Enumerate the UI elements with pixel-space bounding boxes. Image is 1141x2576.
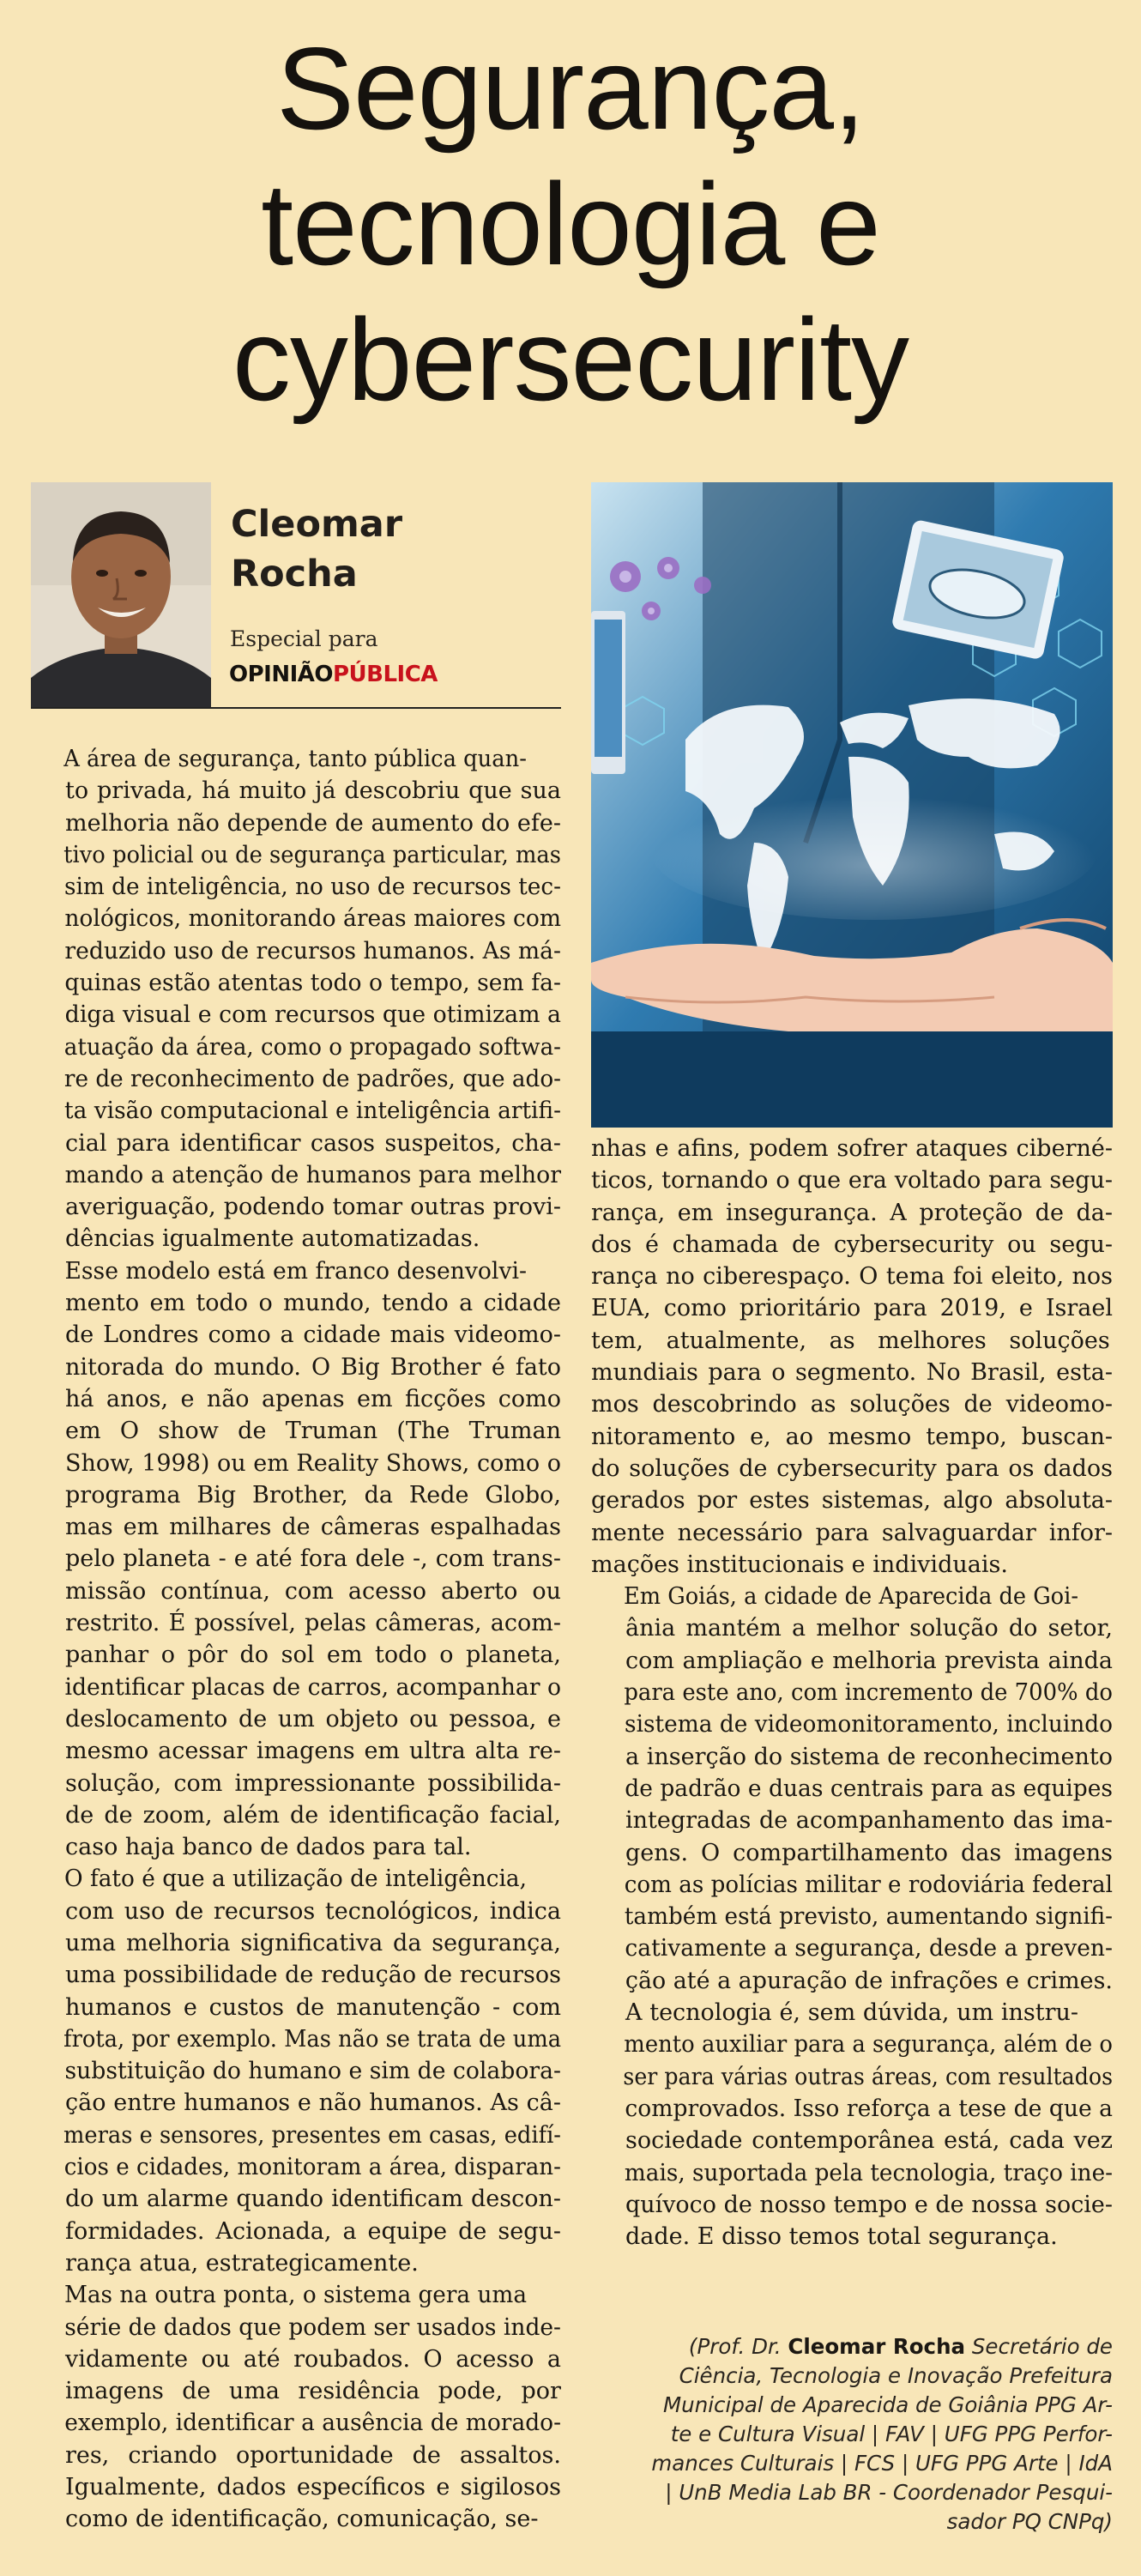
article-line: uma possibilidade de redução de recursos (65, 1962, 561, 1989)
article-line: mento em todo o mundo, tendo a cidade (65, 1290, 561, 1317)
article-line: nológicos, monitorando áreas maiores com (64, 905, 562, 933)
article-line: a inserção do sistema de reconhecimento (625, 1743, 1113, 1770)
article-line: atuação da área, como o propagado softwa- (63, 1033, 562, 1061)
credit-line: | UnB Media Lab BR - Coordenador Pesqui- (665, 2480, 1113, 2505)
article-line: nitoramento e, ao mesmo tempo, buscan- (591, 1423, 1113, 1450)
article-line: missão contínua, com acesso aberto ou (65, 1577, 561, 1605)
article-line: integradas de acompanhamento das ima- (625, 1807, 1113, 1835)
article-line: deslocamento de um objeto ou pessoa, e (65, 1705, 561, 1732)
article-line: rança, em insegurança. A proteção de da- (591, 1199, 1114, 1226)
article-line: formidades. Acionada, a equipe de segu- (65, 2217, 561, 2245)
article-line: gens. O compartilhamento das imagens (625, 1839, 1113, 1866)
article-line: para este ano, com incremento de 700% do (624, 1679, 1114, 1707)
publication-name-part1: OPINIÃO (229, 662, 333, 687)
article-line: de de zoom, além de identificação facial, (65, 1801, 561, 1829)
article-line: Mas na outra ponta, o sistema gera uma (63, 2282, 527, 2309)
article-paragraph (31, 1255, 561, 1864)
article-line: tem, atualmente, as melhores soluções (591, 1327, 1110, 1354)
article-line: re de reconhecimento de padrões, que ado- (63, 1065, 562, 1092)
article-line: mesmo acessar imagens em ultra alta re- (65, 1738, 562, 1765)
article-line: A área de segurança, tanto pública quan- (63, 746, 527, 772)
article-line: ânia mantém a melhor solução do setor, (625, 1615, 1114, 1642)
article-column-2 (591, 1133, 1113, 2252)
article-line: frota, por exemplo. Mas não se trata de uma (63, 2025, 562, 2053)
article-line: dências igualmente automatizadas. (65, 1225, 480, 1253)
article-line: tivo policial ou de segurança particular, mas (63, 841, 561, 868)
article-line: cios e cidades, monitoram a área, disparan- (63, 2154, 561, 2181)
article-line: diga visual e com recursos que otimizam a (64, 1001, 562, 1029)
credit-prefix: (Prof. Dr. (688, 2334, 788, 2359)
article-line: quívoco de nosso tempo e de nossa socie- (625, 2191, 1113, 2218)
credit-line: Ciência, Tecnologia e Inovação Prefeitura (679, 2363, 1113, 2388)
article-line: mações institucionais e individuais. (591, 1551, 1008, 1578)
article-line: dade. E disso temos total segurança. (625, 2223, 1058, 2251)
article-line: mais, suportada pela tecnologia, traço ine- (624, 2159, 1114, 2186)
article-paragraph (591, 1581, 1113, 1997)
special-for-label: Especial para (230, 626, 378, 651)
article-line: nitorada do mundo. O Big Brother é fato (65, 1353, 562, 1381)
article-line: de padrão e duas centrais para as equipes (625, 1775, 1113, 1802)
article-line: reduzido uso de recursos humanos. As má- (64, 937, 562, 964)
credit-line: sador PQ CNPq) (946, 2509, 1113, 2534)
headline-line: Segurança, (276, 23, 865, 154)
article-paragraph (591, 1997, 1113, 2252)
article-line: res, criando oportunidade de assaltos. (65, 2441, 561, 2469)
article-line: to privada, há muito já descobriu que sua (65, 777, 562, 805)
credit-author-name: Cleomar Rocha (788, 2334, 966, 2359)
article-line: mento auxiliar para a segurança, além de o (624, 2031, 1114, 2059)
article-line: com uso de recursos tecnológicos, indica (65, 1897, 562, 1925)
article-line: vidamente ou até roubados. O acesso a (65, 2345, 561, 2373)
article-line: com ampliação e melhoria prevista ainda (625, 1647, 1114, 1674)
article-line: cial para identificar casos suspeitos, cha- (65, 1129, 562, 1157)
author-name (231, 499, 402, 599)
article-line: cativamente a segurança, desde a preven- (625, 1935, 1114, 1962)
article-line: ção entre humanos e não humanos. As câ- (65, 2089, 562, 2117)
article-illustration (591, 482, 1113, 1128)
article-paragraph (31, 1863, 561, 2279)
article-line: mos descobrindo as soluções de videomo- (591, 1391, 1113, 1418)
article-column-1 (31, 743, 561, 2536)
article-line: em O show de Truman (The Truman (65, 1418, 561, 1445)
hand-holding-world-map-icon (591, 482, 1113, 1128)
article-line: uma melhoria significativa da segurança, (65, 1929, 561, 1956)
credit-line: mances Culturais | FCS | UFG PPG Arte | IdA (651, 2451, 1113, 2476)
author-name-line: Cleomar (231, 503, 403, 546)
article-line: identificar placas de carros, acompanhar o (64, 1673, 562, 1701)
article-line: há anos, e não apenas em ficções como (65, 1385, 561, 1412)
credit-line: Municipal de Aparecida de Goiânia PPG Ar- (663, 2392, 1113, 2417)
article-line: A tecnologia é, sem dúvida, um instru- (625, 1999, 1078, 2027)
article-line: substituição do humano e sim de colabora- (64, 2058, 561, 2085)
article-line: exemplo, identificar a ausência de morado- (64, 2410, 562, 2437)
article-line: rança no ciberespaço. O tema foi eleito, nos (591, 1263, 1114, 1291)
credit-line: te e Cultura Visual | FAV | UFG PPG Perfor- (670, 2422, 1113, 2446)
headline-line: tecnologia e (261, 159, 880, 289)
article-line: mando a atenção de humanos para melhor (64, 1161, 561, 1188)
article-line: mundiais para o segmento. No Brasil, esta- (591, 1359, 1114, 1387)
credit-line (591, 2332, 1113, 2361)
article-paragraph (31, 2279, 561, 2535)
author-portrait-icon (31, 482, 211, 707)
article-line: rança atua, estrategicamente. (65, 2249, 419, 2277)
author-name-line: Rocha (231, 553, 358, 596)
headline-line: cybersecurity (232, 294, 909, 425)
byline-divider (31, 707, 561, 709)
article-line: Esse modelo está em franco desenvolvi- (64, 1257, 528, 1285)
publication-name (229, 662, 438, 687)
article-line: pelo planeta - e até fora dele -, com trans- (65, 1545, 562, 1573)
article-line: panhar o pôr do sol em todo o planeta, (65, 1642, 561, 1669)
article-line: humanos e custos de manutenção - com (65, 1993, 561, 2021)
article-line: de Londres como a cidade mais videomo- (65, 1321, 561, 1349)
article-line: O fato é que a utilização de inteligência, (64, 1865, 527, 1893)
article-line: quinas estão atentas todo o tempo, sem fa- (64, 970, 561, 997)
article-line: caso haja banco de dados para tal. (65, 1834, 472, 1861)
article-line: sistema de videomonitoramento, incluindo (625, 1711, 1113, 1738)
article-line: ser para várias outras áreas, com resultados (623, 2063, 1114, 2090)
author-photo (31, 482, 211, 707)
article-paragraph (591, 1133, 1113, 1581)
author-credit (591, 2332, 1113, 2537)
article-paragraph (31, 743, 561, 1255)
article-line: dos é chamada de cybersecurity ou segu- (591, 1231, 1113, 1258)
article-line: solução, com impressionante possibilida- (65, 1769, 561, 1797)
article-line: sociedade contemporânea está, cada vez (625, 2127, 1114, 2155)
article-line: averiguação, podendo tomar outras provi- (65, 1194, 562, 1221)
article-line: sim de inteligência, no uso de recursos tec- (63, 874, 561, 901)
article-line: programa Big Brother, da Rede Globo, (65, 1481, 561, 1509)
article-line: imagens de uma residência pode, por (65, 2378, 561, 2405)
article-line: EUA, como prioritário para 2019, e Israel (591, 1295, 1114, 1322)
article-line: Igualmente, dados específicos e sigilosos (65, 2474, 561, 2501)
article-line: gerados por estes sistemas, algo absoluta- (591, 1487, 1114, 1515)
article-line: melhoria não depende de aumento do efe- (65, 809, 562, 837)
article-line: meras e sensores, presentes em casas, edifí- (63, 2121, 561, 2149)
article-line: também está previsto, aumentando signifi- (624, 1903, 1114, 1931)
article-line: nhas e afins, podem sofrer ataques ciberné- (591, 1135, 1113, 1162)
article-line: do um alarme quando identificam descon- (65, 2186, 561, 2213)
article-line: série de dados que podem ser usados inde- (64, 2313, 562, 2341)
headline (0, 21, 1141, 427)
article-line: restrito. É possível, pelas câmeras, acom- (65, 1610, 561, 1637)
article-line: como de identificação, comunicação, se- (65, 2506, 539, 2533)
article-line: comprovados. Isso reforça a tese de que a (625, 2095, 1113, 2122)
article-line: mente necessário para salvaguardar infor- (591, 1519, 1113, 1546)
article-line: Show, 1998) ou em Reality Shows, como o (64, 1449, 562, 1477)
byline (31, 482, 561, 707)
article-line: mas em milhares de câmeras espalhadas (65, 1514, 561, 1541)
article-line: ta visão computacional e inteligência artifi- (64, 1098, 561, 1125)
article-line: ção até a apuração de infrações e crimes. (625, 1967, 1113, 1994)
article-line: do soluções de cybersecurity para os dados (591, 1454, 1113, 1482)
article-line: ticos, tornando o que era voltado para segu- (591, 1167, 1114, 1194)
article-line: Em Goiás, a cidade de Aparecida de Goi- (624, 1583, 1078, 1611)
article-line: com as polícias militar e rodoviária federal (624, 1871, 1113, 1898)
publication-name-part2: PÚBLICA (333, 662, 438, 687)
credit-line1-rest: Secretário de (965, 2334, 1113, 2359)
